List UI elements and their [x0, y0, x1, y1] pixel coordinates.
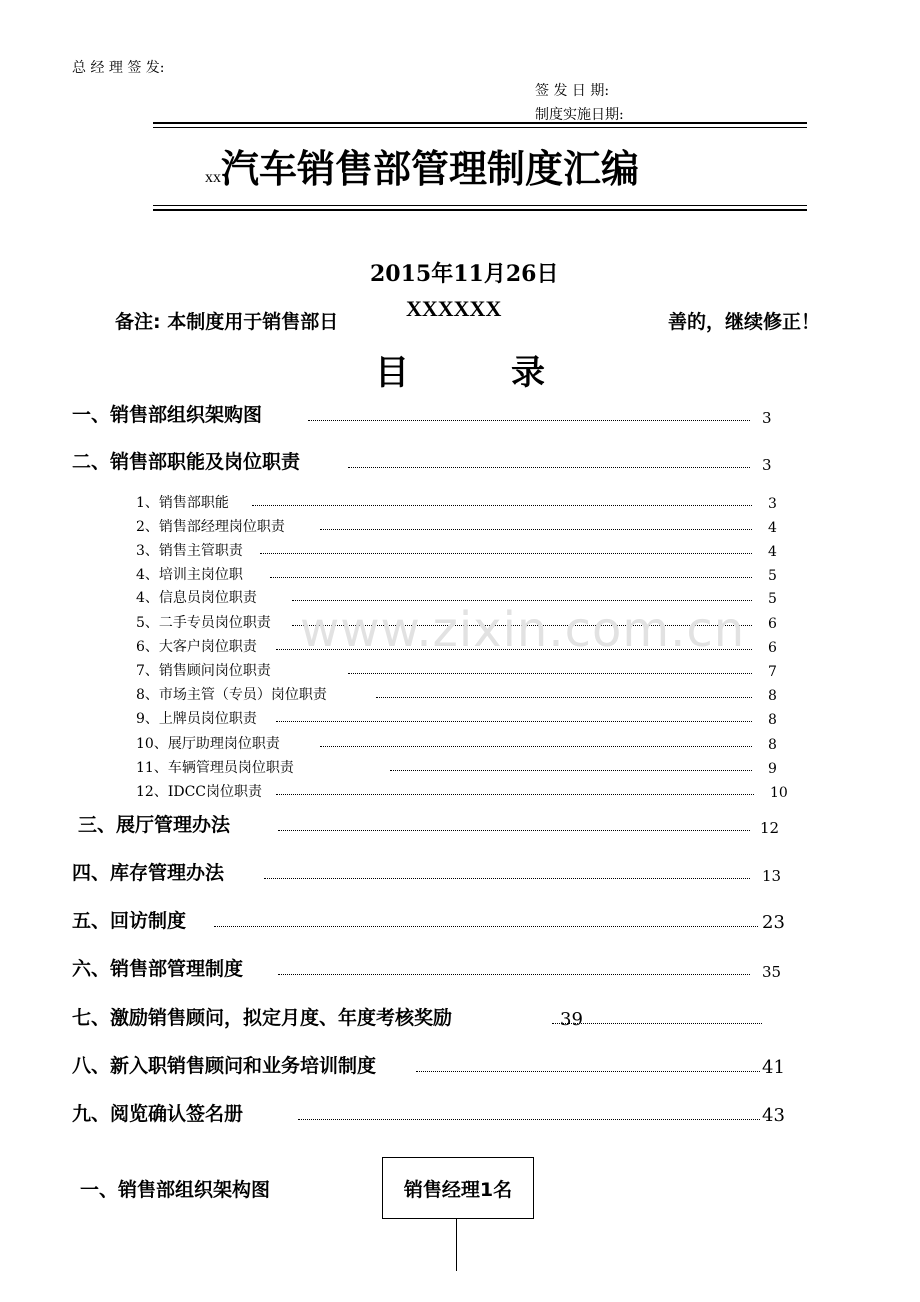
toc-page: 4 [768, 544, 777, 560]
toc-entry-label: 11、车辆管理员岗位职责 [136, 760, 294, 776]
title-rule-bottom-inner [153, 205, 807, 206]
toc-leader [348, 467, 750, 468]
toc-page: 3 [762, 409, 772, 427]
toc-entry-label: 八、新入职销售顾问和业务培训制度 [72, 1055, 377, 1077]
toc-entry-label: 四、库存管理办法 [72, 862, 225, 884]
toc-entry-2-12[interactable] [136, 753, 784, 777]
toc-leader [264, 878, 750, 879]
toc-page: 5 [768, 568, 777, 584]
toc-entry-label: 7、销售顾问岗位职责 [136, 663, 271, 679]
toc-entry-label: 三、展厅管理办法 [78, 814, 231, 836]
toc-entry-5[interactable] [72, 909, 784, 933]
toc-page: 6 [768, 616, 777, 632]
toc-page: 23 [762, 912, 785, 933]
watermark: www.zixin.com.cn [300, 602, 746, 658]
toc-leader [278, 830, 750, 831]
toc-entry-2-2[interactable] [136, 512, 784, 536]
toc-page: 6 [768, 640, 777, 656]
title-main: 汽车销售部管理制度汇编 [221, 147, 640, 191]
toc-entry-9[interactable] [72, 1102, 786, 1126]
toc-entry-2[interactable] [72, 450, 784, 474]
toc-entry-label: 8、市场主管（专员）岗位职责 [136, 687, 327, 703]
document-date: 2015年11月26日 [370, 261, 559, 287]
toc-page: 13 [762, 867, 782, 885]
toc-page: 39 [560, 1009, 583, 1030]
toc-entry-2-3[interactable] [136, 536, 784, 560]
toc-entry-label: 二、销售部职能及岗位职责 [72, 451, 301, 473]
toc-page: 3 [762, 456, 772, 474]
toc-entry-7[interactable] [72, 1006, 784, 1030]
note-text-left: 备注: 本制度用于销售部日 [115, 311, 339, 333]
toc-entry-2-1[interactable] [136, 488, 784, 512]
toc-leader [390, 770, 752, 771]
toc-leader [278, 974, 750, 975]
toc-entry-label: 六、销售部管理制度 [72, 958, 244, 980]
toc-entry-label: 2、销售部经理岗位职责 [136, 519, 285, 535]
toc-entry-label: 3、销售主管职责 [136, 543, 243, 559]
toc-entry-label: 七、激励销售顾问，拟定月度、年度考核奖励 [72, 1007, 453, 1029]
toc-entry-label: 10、展厅助理岗位职责 [136, 736, 280, 752]
toc-page: 43 [762, 1105, 785, 1126]
toc-page: 7 [768, 664, 777, 680]
toc-entry-2-8[interactable] [136, 656, 784, 680]
sign-date-label: 签 发 日 期: [535, 83, 610, 99]
toc-entry-label: 五、回访制度 [72, 910, 187, 932]
toc-leader [348, 673, 752, 674]
toc-entry-3[interactable] [78, 813, 784, 837]
title-rule-top [153, 122, 807, 124]
toc-entry-1[interactable] [72, 403, 784, 427]
toc-entry-label: 6、大客户岗位职责 [136, 639, 257, 655]
toc-leader [276, 721, 752, 722]
toc-entry-2-4[interactable] [136, 560, 784, 584]
document-title [205, 138, 639, 193]
toc-page: 8 [768, 688, 777, 704]
toc-page: 41 [762, 1057, 785, 1078]
toc-entry-2-11[interactable] [136, 729, 784, 753]
toc-leader [416, 1071, 760, 1072]
toc-entry-2-9[interactable] [136, 680, 784, 704]
toc-page: 8 [768, 712, 777, 728]
toc-entry-2-13[interactable] [136, 777, 786, 801]
toc-entry-8[interactable] [72, 1054, 786, 1078]
toc-page: 3 [768, 496, 777, 512]
toc-leader [320, 746, 752, 747]
toc-leader [252, 505, 752, 506]
toc-entry-6[interactable] [72, 957, 784, 981]
toc-leader [552, 1023, 762, 1024]
toc-entry-label: 12、IDCC岗位职责 [136, 784, 262, 800]
toc-entry-label: 一、销售部组织架购图 [72, 404, 263, 426]
toc-page: 8 [768, 737, 777, 753]
toc-entry-label: 4、信息员岗位职责 [136, 590, 257, 606]
implement-date-label: 制度实施日期: [535, 107, 624, 123]
toc-entry-label: 1、销售部职能 [136, 495, 229, 511]
org-box-sales-manager: 销售经理1名 [382, 1157, 534, 1219]
toc-entry-2-10[interactable] [136, 704, 784, 728]
toc-leader [298, 1119, 760, 1120]
toc-title: 目 录 [375, 353, 545, 393]
note-stamp: XXXXXX [406, 296, 502, 321]
toc-entry-label: 九、阅览确认签名册 [72, 1103, 244, 1125]
toc-page: 9 [768, 761, 777, 777]
title-rule-bottom [153, 209, 807, 211]
title-prefix: xx [205, 169, 221, 186]
toc-leader [308, 420, 750, 421]
toc-leader [376, 697, 752, 698]
toc-entry-4[interactable] [72, 861, 784, 885]
gm-sign-label: 总 经 理 签 发: [72, 60, 165, 76]
note-text-right: 善的，继续修正！ [668, 311, 821, 333]
toc-entry-label: 4、培训主岗位职 [136, 567, 243, 583]
toc-page: 35 [762, 963, 782, 981]
toc-leader [260, 553, 752, 554]
org-chart-heading: 一、销售部组织架构图 [80, 1179, 271, 1201]
title-rule-top-inner [153, 127, 807, 128]
toc-leader [292, 600, 752, 601]
toc-entry-label: 9、上牌员岗位职责 [136, 711, 257, 727]
toc-entry-label: 5、二手专员岗位职责 [136, 615, 271, 631]
toc-page: 4 [768, 520, 777, 536]
toc-leader [320, 529, 752, 530]
org-connector-line [456, 1219, 457, 1271]
toc-page: 5 [768, 591, 777, 607]
toc-page: 12 [760, 819, 780, 837]
toc-page: 10 [770, 785, 788, 801]
toc-leader [270, 577, 752, 578]
toc-leader [276, 794, 754, 795]
toc-leader [214, 926, 758, 927]
